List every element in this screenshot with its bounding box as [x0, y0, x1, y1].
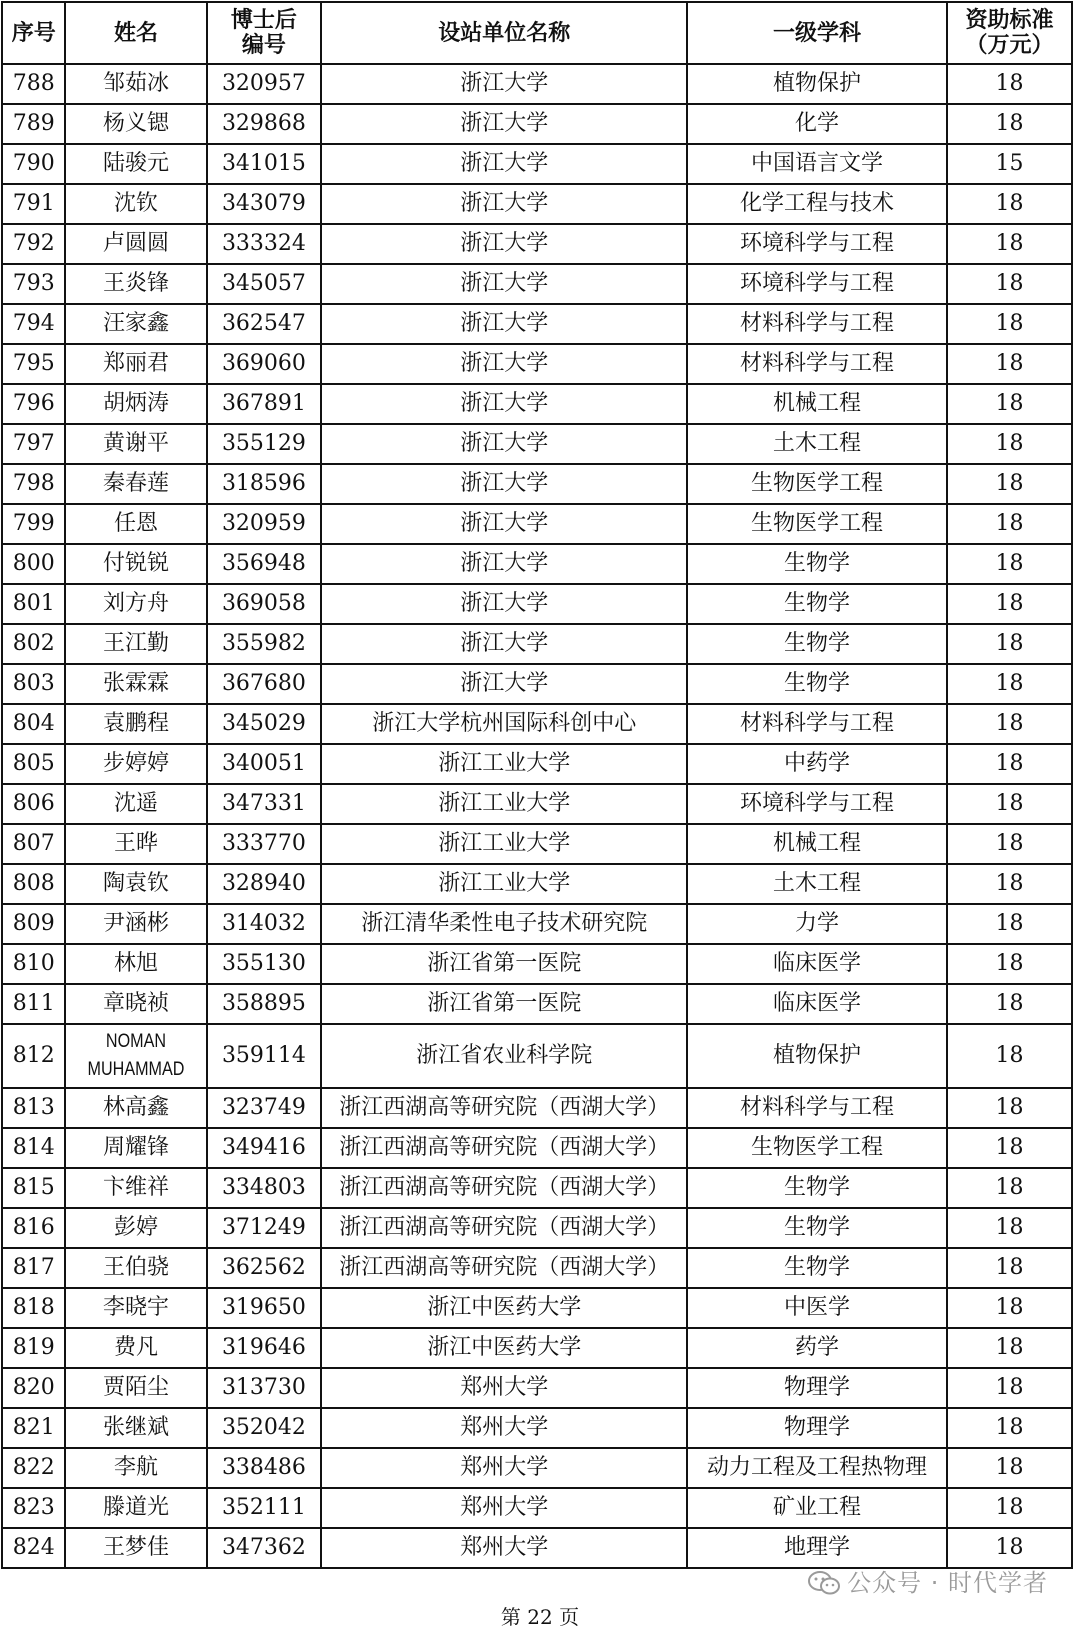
cell-funding: 18 [947, 304, 1072, 344]
cell-discipline: 植物保护 [687, 64, 947, 104]
cell-name: 汪家鑫 [65, 304, 206, 344]
cell-institution: 浙江大学 [321, 464, 687, 504]
table-row [2, 104, 1072, 144]
cell-discipline: 化学工程与技术 [687, 184, 947, 224]
cell-index: 799 [2, 504, 65, 544]
cell-postdoc-id: 352042 [207, 1408, 322, 1448]
header-funding [947, 2, 1072, 64]
cell-institution: 浙江中医药大学 [321, 1288, 687, 1328]
cell-funding: 18 [947, 944, 1072, 984]
cell-funding: 18 [947, 704, 1072, 744]
cell-discipline: 机械工程 [687, 384, 947, 424]
cell-index: 818 [2, 1288, 65, 1328]
cell-index: 816 [2, 1208, 65, 1248]
cell-name: 王炎锋 [65, 264, 206, 304]
cell-institution: 浙江大学 [321, 584, 687, 624]
cell-index: 819 [2, 1328, 65, 1368]
cell-name: 费凡 [65, 1328, 206, 1368]
cell-index: 802 [2, 624, 65, 664]
cell-institution: 浙江大学 [321, 384, 687, 424]
cell-institution: 浙江大学 [321, 224, 687, 264]
cell-funding: 18 [947, 224, 1072, 264]
funding-table [1, 1, 1073, 1569]
cell-name: 彭婷 [65, 1208, 206, 1248]
cell-index: 824 [2, 1528, 65, 1568]
cell-discipline: 生物医学工程 [687, 464, 947, 504]
cell-institution: 浙江大学 [321, 144, 687, 184]
header-postdoc-id [207, 2, 322, 64]
table-row [2, 144, 1072, 184]
cell-discipline: 生物学 [687, 664, 947, 704]
cell-name: 步婷婷 [65, 744, 206, 784]
cell-index: 810 [2, 944, 65, 984]
cell-institution: 浙江大学 [321, 424, 687, 464]
cell-index: 790 [2, 144, 65, 184]
cell-discipline: 生物学 [687, 1248, 947, 1288]
cell-postdoc-id: 367891 [207, 384, 322, 424]
cell-postdoc-id: 369060 [207, 344, 322, 384]
cell-postdoc-id: 313730 [207, 1368, 322, 1408]
cell-postdoc-id: 355982 [207, 624, 322, 664]
cell-name: 王梦佳 [65, 1528, 206, 1568]
cell-index: 795 [2, 344, 65, 384]
cell-postdoc-id: 362547 [207, 304, 322, 344]
cell-funding: 18 [947, 104, 1072, 144]
table-row [2, 864, 1072, 904]
wechat-icon [807, 1571, 841, 1595]
cell-postdoc-id: 343079 [207, 184, 322, 224]
cell-postdoc-id: 359114 [207, 1024, 322, 1088]
cell-index: 813 [2, 1088, 65, 1128]
cell-institution: 浙江西湖高等研究院（西湖大学） [321, 1248, 687, 1288]
cell-institution: 浙江省第一医院 [321, 944, 687, 984]
cell-name: 秦春莲 [65, 464, 206, 504]
cell-institution: 浙江大学 [321, 624, 687, 664]
header-name: 姓名 [65, 2, 206, 64]
table-row [2, 664, 1072, 704]
cell-discipline: 土木工程 [687, 424, 947, 464]
cell-name: 林旭 [65, 944, 206, 984]
cell-name: 王晔 [65, 824, 206, 864]
cell-funding: 18 [947, 624, 1072, 664]
cell-name: 邹茹冰 [65, 64, 206, 104]
cell-index: 820 [2, 1368, 65, 1408]
cell-postdoc-id: 345057 [207, 264, 322, 304]
table-row [2, 64, 1072, 104]
cell-index: 811 [2, 984, 65, 1024]
cell-postdoc-id: 333770 [207, 824, 322, 864]
cell-name: 黄谢平 [65, 424, 206, 464]
cell-discipline: 生物学 [687, 1168, 947, 1208]
cell-institution: 郑州大学 [321, 1528, 687, 1568]
cell-postdoc-id: 369058 [207, 584, 322, 624]
cell-funding: 18 [947, 504, 1072, 544]
table-row [2, 464, 1072, 504]
cell-funding: 18 [947, 824, 1072, 864]
cell-funding: 18 [947, 904, 1072, 944]
cell-index: 792 [2, 224, 65, 264]
cell-institution: 郑州大学 [321, 1408, 687, 1448]
cell-discipline: 化学 [687, 104, 947, 144]
cell-institution: 浙江大学 [321, 104, 687, 144]
cell-institution: 浙江大学 [321, 504, 687, 544]
cell-funding: 18 [947, 1328, 1072, 1368]
cell-index: 806 [2, 784, 65, 824]
cell-institution: 浙江省农业科学院 [321, 1024, 687, 1088]
table-row [2, 1288, 1072, 1328]
table-row [2, 544, 1072, 584]
cell-postdoc-id: 319650 [207, 1288, 322, 1328]
page-number: 第 22 页 [500, 1605, 580, 1629]
table-row [2, 704, 1072, 744]
cell-name: 李晓宇 [65, 1288, 206, 1328]
cell-name: 卞维祥 [65, 1168, 206, 1208]
cell-institution: 浙江大学 [321, 544, 687, 584]
table-row [2, 344, 1072, 384]
cell-discipline: 植物保护 [687, 1024, 947, 1088]
table-row [2, 784, 1072, 824]
cell-funding: 18 [947, 1088, 1072, 1128]
cell-funding: 18 [947, 1128, 1072, 1168]
cell-name: 周耀锋 [65, 1128, 206, 1168]
cell-postdoc-id: 355130 [207, 944, 322, 984]
cell-discipline: 土木工程 [687, 864, 947, 904]
cell-name: 滕道光 [65, 1488, 206, 1528]
cell-discipline: 临床医学 [687, 944, 947, 984]
cell-funding: 18 [947, 184, 1072, 224]
cell-name: 刘方舟 [65, 584, 206, 624]
cell-postdoc-id: 371249 [207, 1208, 322, 1248]
table-row [2, 184, 1072, 224]
cell-postdoc-id: 334803 [207, 1168, 322, 1208]
cell-index: 801 [2, 584, 65, 624]
cell-discipline: 地理学 [687, 1528, 947, 1568]
cell-funding: 18 [947, 1528, 1072, 1568]
cell-funding: 18 [947, 1248, 1072, 1288]
cell-name: 张霖霖 [65, 664, 206, 704]
cell-index: 807 [2, 824, 65, 864]
cell-name: 尹涵彬 [65, 904, 206, 944]
table-row [2, 944, 1072, 984]
cell-name-text: NOMAN MUHAMMAD [87, 1031, 185, 1080]
cell-institution: 郑州大学 [321, 1448, 687, 1488]
table-row [2, 264, 1072, 304]
cell-institution: 浙江大学杭州国际科创中心 [321, 704, 687, 744]
cell-index: 823 [2, 1488, 65, 1528]
cell-funding: 18 [947, 1448, 1072, 1488]
cell-name: 任恩 [65, 504, 206, 544]
header-postdoc-id-text: 博士后编号 [230, 7, 297, 58]
cell-name: 胡炳涛 [65, 384, 206, 424]
cell-discipline: 环境科学与工程 [687, 224, 947, 264]
cell-postdoc-id: 347331 [207, 784, 322, 824]
table-row [2, 424, 1072, 464]
cell-name: 沈遥 [65, 784, 206, 824]
cell-name: 贾陌尘 [65, 1368, 206, 1408]
cell-postdoc-id: 320959 [207, 504, 322, 544]
cell-name: 沈钦 [65, 184, 206, 224]
cell-index: 804 [2, 704, 65, 744]
cell-discipline: 生物学 [687, 1208, 947, 1248]
cell-index: 815 [2, 1168, 65, 1208]
cell-name: 张继斌 [65, 1408, 206, 1448]
cell-index: 812 [2, 1024, 65, 1088]
table-row [2, 1368, 1072, 1408]
cell-funding: 18 [947, 1168, 1072, 1208]
cell-discipline: 力学 [687, 904, 947, 944]
cell-discipline: 材料科学与工程 [687, 304, 947, 344]
cell-name: 林高鑫 [65, 1088, 206, 1128]
cell-funding: 18 [947, 1288, 1072, 1328]
cell-name: 王江勤 [65, 624, 206, 664]
cell-funding: 18 [947, 584, 1072, 624]
cell-funding: 18 [947, 1408, 1072, 1448]
cell-institution: 浙江大学 [321, 64, 687, 104]
cell-index: 809 [2, 904, 65, 944]
cell-name: 郑丽君 [65, 344, 206, 384]
cell-institution: 浙江省第一医院 [321, 984, 687, 1024]
cell-institution: 浙江工业大学 [321, 744, 687, 784]
cell-discipline: 生物医学工程 [687, 504, 947, 544]
cell-institution: 浙江大学 [321, 184, 687, 224]
watermark [807, 1563, 1048, 1598]
header-discipline: 一级学科 [687, 2, 947, 64]
cell-index: 794 [2, 304, 65, 344]
cell-postdoc-id: 367680 [207, 664, 322, 704]
cell-discipline: 临床医学 [687, 984, 947, 1024]
cell-postdoc-id: 347362 [207, 1528, 322, 1568]
cell-institution: 郑州大学 [321, 1368, 687, 1408]
table-row [2, 304, 1072, 344]
cell-funding: 18 [947, 344, 1072, 384]
table-header-row [2, 2, 1072, 64]
table-row [2, 1248, 1072, 1288]
cell-funding: 18 [947, 464, 1072, 504]
table-row [2, 224, 1072, 264]
cell-discipline: 中医学 [687, 1288, 947, 1328]
cell-discipline: 中药学 [687, 744, 947, 784]
cell-postdoc-id: 319646 [207, 1328, 322, 1368]
cell-postdoc-id: 356948 [207, 544, 322, 584]
cell-postdoc-id: 323749 [207, 1088, 322, 1128]
cell-institution: 浙江大学 [321, 344, 687, 384]
cell-funding: 18 [947, 544, 1072, 584]
table-row [2, 1408, 1072, 1448]
cell-funding: 18 [947, 984, 1072, 1024]
cell-discipline: 生物学 [687, 544, 947, 584]
cell-discipline: 生物学 [687, 584, 947, 624]
cell-index: 791 [2, 184, 65, 224]
cell-index: 803 [2, 664, 65, 704]
table-row [2, 1328, 1072, 1368]
cell-name: 陶袁钦 [65, 864, 206, 904]
cell-name: 王伯骁 [65, 1248, 206, 1288]
table-row [2, 1128, 1072, 1168]
cell-index: 789 [2, 104, 65, 144]
cell-postdoc-id: 333324 [207, 224, 322, 264]
cell-index: 808 [2, 864, 65, 904]
cell-index: 805 [2, 744, 65, 784]
cell-index: 800 [2, 544, 65, 584]
cell-discipline: 物理学 [687, 1408, 947, 1448]
cell-institution: 浙江清华柔性电子技术研究院 [321, 904, 687, 944]
table-row [2, 584, 1072, 624]
table-row [2, 504, 1072, 544]
table-row [2, 1168, 1072, 1208]
cell-postdoc-id: 345029 [207, 704, 322, 744]
cell-funding: 18 [947, 1488, 1072, 1528]
cell-index: 796 [2, 384, 65, 424]
table-row [2, 824, 1072, 864]
cell-discipline: 矿业工程 [687, 1488, 947, 1528]
cell-funding: 18 [947, 264, 1072, 304]
cell-postdoc-id: 352111 [207, 1488, 322, 1528]
cell-name: 卢圆圆 [65, 224, 206, 264]
table-row [2, 984, 1072, 1024]
cell-institution: 浙江中医药大学 [321, 1328, 687, 1368]
cell-institution: 浙江工业大学 [321, 824, 687, 864]
table-row [2, 1448, 1072, 1488]
cell-discipline: 中国语言文学 [687, 144, 947, 184]
cell-funding: 18 [947, 1368, 1072, 1408]
cell-institution: 浙江大学 [321, 664, 687, 704]
cell-postdoc-id: 318596 [207, 464, 322, 504]
cell-index: 798 [2, 464, 65, 504]
cell-index: 821 [2, 1408, 65, 1448]
cell-funding: 18 [947, 64, 1072, 104]
table-row [2, 1024, 1072, 1088]
table-row [2, 1528, 1072, 1568]
cell-discipline: 环境科学与工程 [687, 784, 947, 824]
cell-postdoc-id: 349416 [207, 1128, 322, 1168]
cell-index: 814 [2, 1128, 65, 1168]
cell-postdoc-id: 362562 [207, 1248, 322, 1288]
table-body [2, 64, 1072, 1568]
cell-postdoc-id: 314032 [207, 904, 322, 944]
cell-funding: 18 [947, 1208, 1072, 1248]
header-institution: 设站单位名称 [321, 2, 687, 64]
cell-name: 杨义锶 [65, 104, 206, 144]
cell-postdoc-id: 338486 [207, 1448, 322, 1488]
cell-institution: 浙江大学 [321, 304, 687, 344]
cell-postdoc-id: 320957 [207, 64, 322, 104]
cell-postdoc-id: 341015 [207, 144, 322, 184]
header-index: 序号 [2, 2, 65, 64]
cell-funding: 18 [947, 664, 1072, 704]
cell-name: 付锐锐 [65, 544, 206, 584]
cell-postdoc-id: 340051 [207, 744, 322, 784]
cell-discipline: 药学 [687, 1328, 947, 1368]
cell-institution: 郑州大学 [321, 1488, 687, 1528]
cell-postdoc-id: 328940 [207, 864, 322, 904]
cell-discipline: 材料科学与工程 [687, 704, 947, 744]
cell-name: 李航 [65, 1448, 206, 1488]
cell-postdoc-id: 355129 [207, 424, 322, 464]
cell-name: 袁鹏程 [65, 704, 206, 744]
cell-funding: 18 [947, 784, 1072, 824]
cell-funding: 15 [947, 144, 1072, 184]
table-row [2, 384, 1072, 424]
cell-institution: 浙江西湖高等研究院（西湖大学） [321, 1208, 687, 1248]
cell-discipline: 材料科学与工程 [687, 1088, 947, 1128]
cell-name: 章晓祯 [65, 984, 206, 1024]
cell-funding: 18 [947, 744, 1072, 784]
cell-discipline: 环境科学与工程 [687, 264, 947, 304]
cell-institution: 浙江工业大学 [321, 784, 687, 824]
table-row [2, 1208, 1072, 1248]
table-row [2, 1488, 1072, 1528]
cell-index: 797 [2, 424, 65, 464]
cell-name: 陆骏元 [65, 144, 206, 184]
cell-postdoc-id: 329868 [207, 104, 322, 144]
cell-funding: 18 [947, 864, 1072, 904]
cell-postdoc-id: 358895 [207, 984, 322, 1024]
cell-index: 793 [2, 264, 65, 304]
cell-discipline: 物理学 [687, 1368, 947, 1408]
cell-discipline: 生物学 [687, 624, 947, 664]
cell-index: 817 [2, 1248, 65, 1288]
cell-discipline: 动力工程及工程热物理 [687, 1448, 947, 1488]
cell-funding: 18 [947, 424, 1072, 464]
cell-institution: 浙江工业大学 [321, 864, 687, 904]
cell-name [65, 1024, 206, 1088]
watermark-text: 公众号 · 时代学者 [847, 1569, 1048, 1597]
cell-index: 788 [2, 64, 65, 104]
cell-funding: 18 [947, 1024, 1072, 1088]
cell-institution: 浙江西湖高等研究院（西湖大学） [321, 1128, 687, 1168]
cell-discipline: 材料科学与工程 [687, 344, 947, 384]
table-row [2, 904, 1072, 944]
table-row [2, 624, 1072, 664]
cell-discipline: 生物医学工程 [687, 1128, 947, 1168]
header-funding-text: 资助标准（万元） [965, 7, 1054, 58]
cell-institution: 浙江西湖高等研究院（西湖大学） [321, 1088, 687, 1128]
cell-institution: 浙江大学 [321, 264, 687, 304]
cell-institution: 浙江西湖高等研究院（西湖大学） [321, 1168, 687, 1208]
cell-funding: 18 [947, 384, 1072, 424]
cell-index: 822 [2, 1448, 65, 1488]
cell-discipline: 机械工程 [687, 824, 947, 864]
table-row [2, 744, 1072, 784]
table-row [2, 1088, 1072, 1128]
